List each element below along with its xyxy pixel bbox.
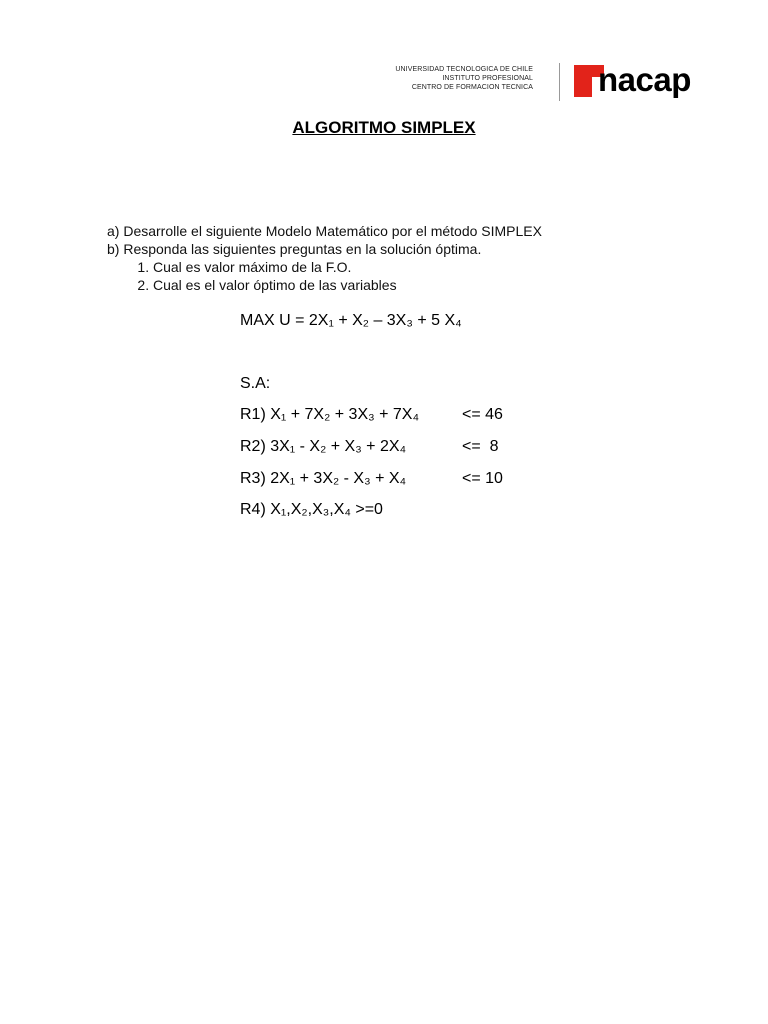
logo-wordmark: nacap — [598, 61, 691, 98]
question-item: 1. Cual es valor máximo de la F.O. — [153, 258, 542, 276]
instruction-a: a) Desarrolle el siguiente Modelo Matemático por el método SIMPLEX — [107, 223, 542, 239]
constraint-lhs: R1) X₁ + 7X₂ + 3X₃ + 7X₄ — [240, 406, 419, 423]
constraint-r2 — [240, 438, 499, 456]
constraint-lhs: R4) X₁,X₂,X₃,X₄ >=0 — [240, 501, 383, 518]
instruction-b: b) Responda las siguientes preguntas en la solución óptima. — [107, 241, 482, 257]
subject-to-label: S.A: — [240, 375, 271, 392]
header-divider — [559, 63, 560, 101]
constraint-r3 — [240, 470, 503, 488]
constraint-r1 — [240, 406, 503, 424]
document-title: ALGORITMO SIMPLEX — [292, 118, 476, 137]
inacap-logo — [574, 63, 714, 101]
constraint-r4 — [240, 501, 383, 519]
question-item: 2. Cual es el valor óptimo de las variables — [153, 276, 542, 294]
institution-line: UNIVERSIDAD TECNOLOGICA DE CHILE — [395, 66, 533, 73]
constraint-rhs: <= 10 — [462, 470, 503, 487]
constraint-rhs: <= 46 — [462, 406, 503, 423]
instructions — [107, 222, 542, 294]
constraint-lhs: R3) 2X₁ + 3X₂ - X₃ + X₄ — [240, 470, 407, 487]
institution-line: CENTRO DE FORMACION TECNICA — [411, 84, 533, 91]
constraint-rhs: <= 8 — [462, 438, 499, 455]
objective-function: MAX U = 2X₁ + X₂ – 3X₃ + 5 X₄ — [240, 312, 462, 329]
institution-name — [395, 65, 533, 92]
institution-line: INSTITUTO PROFESIONAL — [442, 75, 533, 82]
constraint-lhs: R2) 3X₁ - X₂ + X₃ + 2X₄ — [240, 438, 407, 455]
institution-header — [380, 63, 725, 103]
question-list — [107, 258, 542, 294]
